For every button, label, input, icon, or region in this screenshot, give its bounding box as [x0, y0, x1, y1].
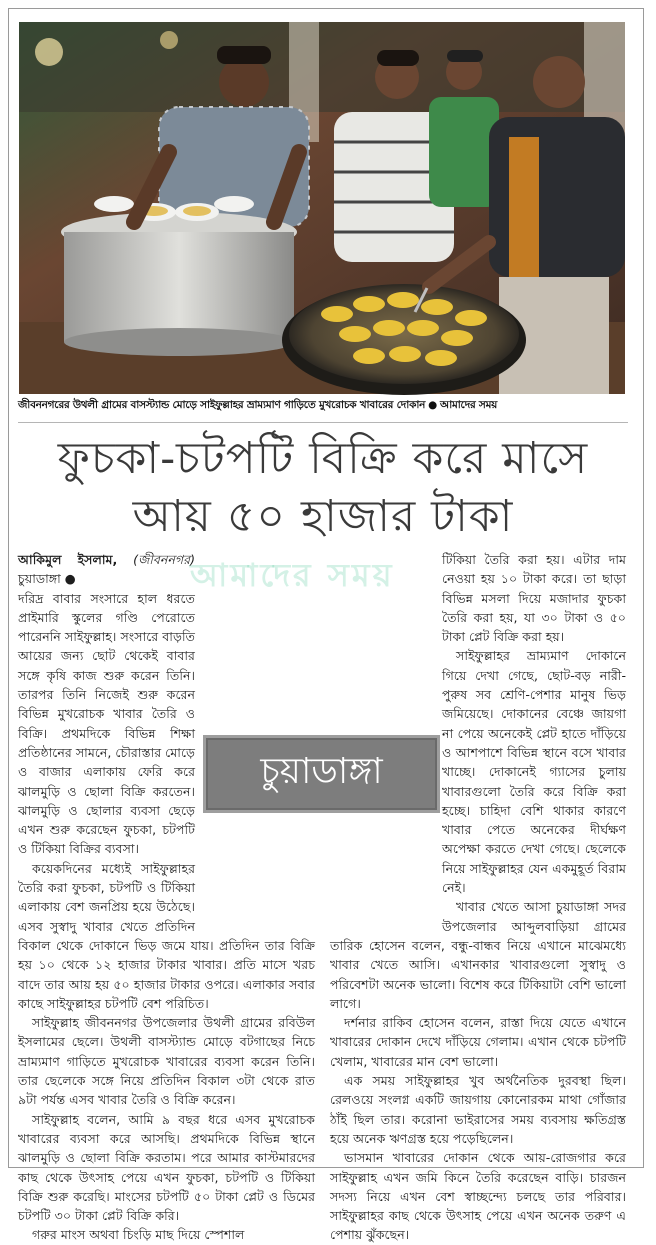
divider — [18, 422, 628, 423]
byline-place: (জীবননগর) — [133, 552, 195, 567]
paragraph: দর্শনার রাকিব হোসেন বলেন, রাস্তা দিয়ে যেতে এখানে খাবারের দোকান দেখে দাঁড়িয়ে গেলাম। এখান থেকে চটপটি খেলাম, খাবারের মান বেশ ভালো। — [330, 1015, 626, 1069]
paragraph: খাবার খেতে আসা চুয়াডাঙ্গা সদর উপজেলার আব্দুলবাড়িয়া গ্রামের তারিক হোসেন বলেন, বন্ধু-বান্ধব নিয়ে এখানে মাঝেমধ্যে খাবার খেতে আসি। এখানকার খাবারগুলো সুস্বাদু ও পরিবেশটা অনেক ভালো। বিশেষ করে টিকিয়াটা বেশি ভালো লাগে। — [330, 899, 626, 1011]
caption-credit: আমাদের সময় — [440, 399, 498, 411]
paragraph: দরিদ্র বাবার সংসারে হাল ধরতে প্রাইমারি স্কুলের গণ্ডি পেরোতে পারেননি সাইফুল্লাহ। সংসারে বাড়তি আয়ের জন্য ছোট থেকেই বাবার সঙ্গে কৃষি কাজ শুরু করেন তিনি। তারপর তিনি নিজেই শুরু করেন বিভিন্ন মুখরোচক খাবার তৈরি ও বিক্রি। প্রথমদিকে বিভিন্ন শিক্ষা প্রতিষ্ঠানের সামনে, চৌরাস্তার মোড়ে ও বাজার এলাকায় ফেরি করে ঝালমুড়ি ও ছোলা বিক্রি করতেন। ঝালমুড়ি ও ছোলার ব্যবসা ছেড়ে এখন শুরু করেছেন ফুচকা, চটপটি ও টিকিয়া বিক্রির ব্যবসা। — [18, 590, 195, 857]
paragraph: গরুর মাংস অথবা চিংড়ি মাছ দিয়ে স্পেশাল — [32, 1227, 245, 1243]
headline — [18, 430, 628, 546]
paragraph: সাইফুল্লাহ বলেন, আমি ৯ বছর ধরে এসব মুখরোচক খাবারের ব্যবসা করে আসছি। প্রথমদিকে বিভিন্ন স্থানে ঝালমুড়ি ও ছোলা বিক্রি করতাম। পরে আমার কাস্টমারদের কাছ থেকে উৎসাহ পেয়ে এখন ফুচকা, চটপটি ও টিকিয়া বিক্রি শুরু করেছি। মাংসের চটপটি ৫০ টাকা প্লেট ও ডিমের চটপটি ৩০ টাকা প্লেট বিক্রি করি। — [18, 1111, 315, 1224]
paragraph: সাইফুল্লাহর ভ্রাম্যমাণ দোকানে গিয়ে দেখা গেছে, ছোট-বড় নারী-পুরুষ সব শ্রেণি-পেশার মানুষ ভিড় জমিয়েছে। দোকানের বেঞ্চে জায়গা না পেয়ে অনেকেই প্লেট হাতে দাঁড়িয়ে ও আশপাশে বিভিন্ন স্থানে বসে খাবার খাচ্ছে। দোকানেই গ্যাসের চুলায় খাবারগুলো তৈরি করে বিক্রি করা হচ্ছে। চাহিদা বেশি থাকার কারণে খাবার পেতে অনেকের দীর্ঘক্ষণ অপেক্ষা করতে দেখা গেছে। ছেলেকে নিয়ে সাইফুল্লাহর যেন একমুহূর্ত বিরাম নেই। — [442, 648, 626, 896]
article-photo — [19, 22, 625, 394]
byline-name: আকিমুল ইসলাম, — [18, 552, 118, 567]
paragraph: কয়েকদিনের মধ্যেই সাইফুল্লাহর তৈরি করা ফুচকা, চটপটি ও টিকিয়া এলাকায় বেশ জনপ্রিয় হয়ে উঠেছে। এসব সুস্বাদু খাবার খেতে প্রতিদিন বিকাল থেকে দোকানে ভিড় জমে যায়। প্রতিদিন তার বিক্রি হয় ১০ থেকে ১২ হাজার টাকার খাবার। প্রতি মাসে খরচ বাদে তার আয় হয় ৫০ হাজার টাকার ওপরে। এলাকার সবার কাছে সাইফুল্লাহর চটপটি বেশ পরিচিত। — [18, 860, 315, 1011]
headline-line-2: আয় ৫০ হাজার টাকা — [132, 491, 514, 542]
headline-line-1: ফুচকা-চটপটি বিক্রি করে মাসে — [57, 433, 589, 484]
caption-text: জীবননগরের উথলী গ্রামের বাসস্ট্যান্ড মোড়ে সাইফুল্লাহর ভ্রাম্যমাণ গাড়িতে মুখরোচক খাবারের দোকান — [18, 399, 426, 411]
paragraph: এক সময় সাইফুল্লাহর খুব অর্থনৈতিক দুরবস্থা ছিল। রেলওয়ে সংলগ্ন একটি জায়গায় কোনোরকম মাথা গোঁজার ঠাঁই ছিল তার। করোনা ভাইরাসের সময় ব্যবসায় ক্ষতিগ্রস্ত হয়ে অনেক ঋণগ্রস্ত হয়ে পড়েছিলেন। — [330, 1073, 626, 1146]
photo-caption — [18, 398, 628, 418]
byline: আকিমুল ইসলাম, (জীবননগর) চুয়াডাঙ্গা ● — [18, 552, 195, 587]
paragraph: ভাসমান খাবারের দোকান থেকে আয়-রোজগার করে সাইফুল্লাহ এখন জমি কিনে তৈরি করেছেন বাড়ি। চারজন সদস্য নিয়ে এখন বেশ স্বাচ্ছন্দ্যে চলছে তার পরিবার। সাইফুল্লাহর কাছ থেকে উৎসাহ পেয়ে এখন অনেক তরুণ এ পেশায় ঝুঁকছেন। — [330, 1150, 626, 1243]
byline-district: চুয়াডাঙ্গা — [18, 571, 61, 587]
bullet-icon: ● — [428, 399, 438, 411]
left-column — [18, 550, 315, 1243]
paragraph: টিকিয়া তৈরি করা হয়। এটার দাম নেওয়া হয় ১০ টাকা করে। তা ছাড়া বিভিন্ন মসলা দিয়ে মজাদার ফুচকা তৈরি করা হয়, যা ৩০ টাকা ও ৫০ টাকা প্লেট বিক্রি করা হয়। — [442, 552, 626, 645]
place-box: চুয়াডাঙ্গা — [203, 735, 440, 813]
right-column — [330, 550, 626, 1243]
paragraph: সাইফুল্লাহ জীবননগর উপজেলার উথলী গ্রামের রবিউল ইসলামের ছেলে। উথলী বাসস্ট্যান্ড মোড়ে বটগাছের নিচে ভ্রাম্যমাণ গাড়িতে মুখরোচক খাবারের ব্যবসা করেন তিনি। তার ছেলেকে সঙ্গে নিয়ে প্রতিদিন বিকাল ৩টা থেকে রাত ৯টা পর্যন্ত এসব খাবার তৈরি ও বিক্রি করেন। — [18, 1015, 315, 1108]
watermark: আমাদের সময় — [190, 556, 395, 594]
